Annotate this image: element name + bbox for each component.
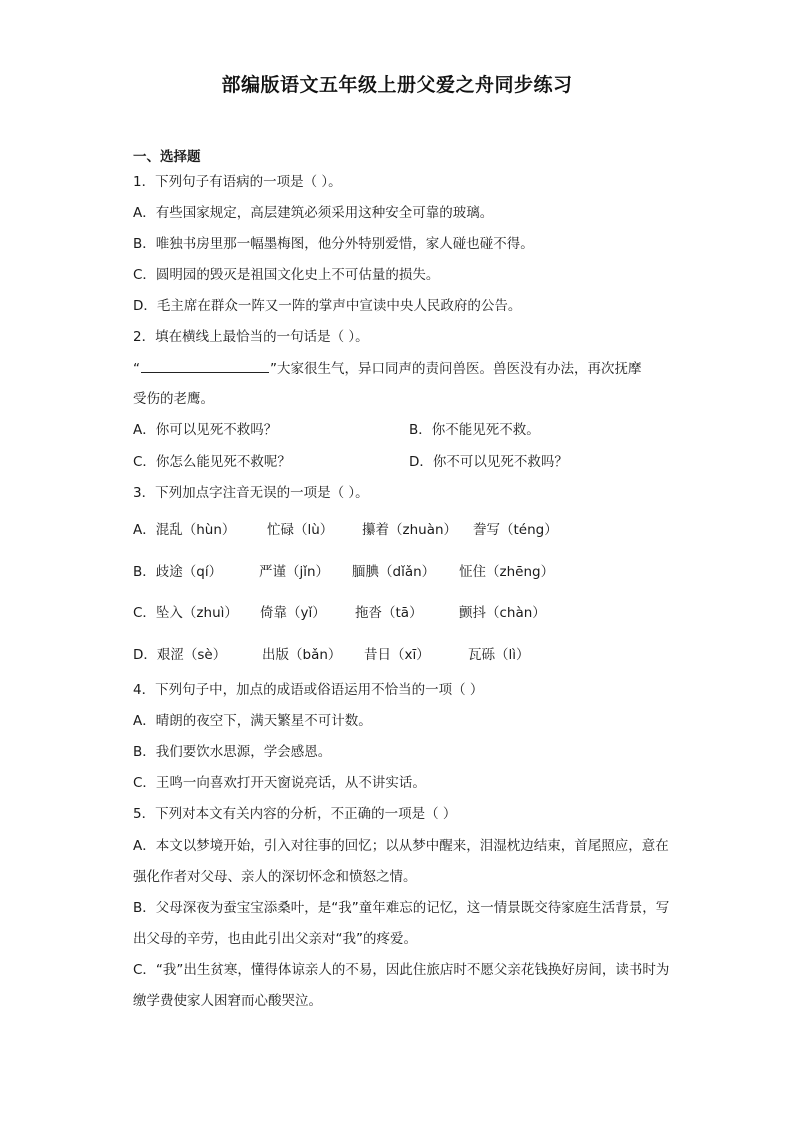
- q3-d-item: 昔日（xī）: [364, 647, 430, 663]
- q2-stem: 2．填在横线上最恰当的一句话是（ ）。: [133, 329, 369, 345]
- q1-option-b: B．唯独书房里那一幅墨梅图，他分外特别爱惜，家人碰也碰不得。: [133, 236, 534, 252]
- answer-blank-line: [141, 358, 269, 373]
- q3-option-b: [133, 562, 673, 582]
- q3-option-c: [133, 603, 673, 623]
- q3-b-item: B．歧途（qí）: [133, 564, 223, 580]
- q4-stem: 4．下列句子中，加点的成语或俗语运用不恰当的一项（ ）: [133, 682, 484, 698]
- q3-b-item: 腼腆（dǐǎn）: [352, 564, 436, 580]
- q3-c-item: C．坠入（zhuì）: [133, 605, 238, 621]
- q1-option-d: D．毛主席在群众一阵又一阵的掌声中宣读中央人民政府的公告。: [133, 298, 522, 314]
- q3-stem: 3．下列加点字注音无误的一项是（ ）。: [133, 485, 369, 501]
- q4-option-b: B．我们要饮水思源，学会感恩。: [133, 744, 332, 760]
- section-heading: 一、选择题: [133, 149, 201, 165]
- q3-c-item: 拖沓（tā）: [355, 605, 423, 621]
- q2-quote-line2: 受伤的老鹰。: [133, 391, 214, 407]
- document-title: 部编版语文五年级上册父爱之舟同步练习: [221, 74, 573, 96]
- q3-a-item: 忙碌（lù）: [267, 522, 334, 538]
- q1-option-c: C．圆明园的毁灭是祖国文化史上不可估量的损失。: [133, 267, 440, 283]
- q3-b-item: 严谨（jǐn）: [259, 564, 330, 580]
- q1-option-a: A．有些国家规定，高层建筑必须采用这种安全可靠的玻璃。: [133, 205, 494, 221]
- q2-quote-rest: ”大家很生气，异口同声的责问兽医。兽医没有办法，再次抚摩: [270, 361, 642, 377]
- q3-c-item: 颤抖（chàn）: [459, 605, 546, 621]
- q3-option-a: [133, 520, 673, 540]
- q3-b-item: 怔住（zhēng）: [459, 564, 555, 580]
- q2-option-a: A．你可以见死不救吗？: [133, 422, 278, 438]
- q4-option-a: A．晴朗的夜空下，满天繁星不可计数。: [133, 713, 372, 729]
- q3-d-item: D．艰涩（sè）: [133, 647, 227, 663]
- q2-options-row-2: [133, 452, 673, 472]
- q4-option-c: C．王鸣一向喜欢打开天窗说亮话，从不讲实话。: [133, 775, 426, 791]
- q5-option-a: A．本文以梦境开始，引入对往事的回忆；以从梦中醒来，泪湿枕边结束，首尾照应，意在强化作者对父母、亲人的深切怀念和愤怒之情。: [133, 838, 669, 885]
- q2-quote: [133, 358, 642, 379]
- q2-options-row-1: [133, 420, 673, 440]
- q3-a-item: A．混乱（hùn）: [133, 522, 236, 538]
- q3-a-item: 誊写（téng）: [473, 522, 558, 538]
- q1-stem: 1．下列句子有语病的一项是（ ）。: [133, 174, 342, 190]
- q3-d-item: 出版（bǎn）: [262, 647, 342, 663]
- q3-d-item: 瓦砾（lì）: [468, 647, 530, 663]
- q2-option-d: D．你不可以见死不救吗？: [409, 454, 568, 470]
- q5-stem: 5．下列对本文有关内容的分析，不正确的一项是（ ）: [133, 806, 457, 822]
- q3-option-d: [133, 645, 673, 665]
- q2-option-b: B．你不能见死不救。: [409, 422, 540, 438]
- q3-a-item: 攥着（zhuàn）: [362, 522, 458, 538]
- q5-option-b: B．父母深夜为蚕宝宝添桑叶，是“我”童年难忘的记忆，这一情景既交待家庭生活背景，写出父母的辛劳，也由此引出父亲对“我”的疼爱。: [133, 900, 670, 947]
- q2-quote-open: “: [133, 361, 140, 377]
- q5-option-c: C．“我”出生贫寒，懂得体谅亲人的不易，因此住旅店时不愿父亲花钱换好房间，读书时为缴学费使家人困窘而心酸哭泣。: [133, 962, 670, 1009]
- q2-option-c: C．你怎么能见死不救呢？: [133, 454, 291, 470]
- q3-c-item: 倚靠（yǐ）: [260, 605, 326, 621]
